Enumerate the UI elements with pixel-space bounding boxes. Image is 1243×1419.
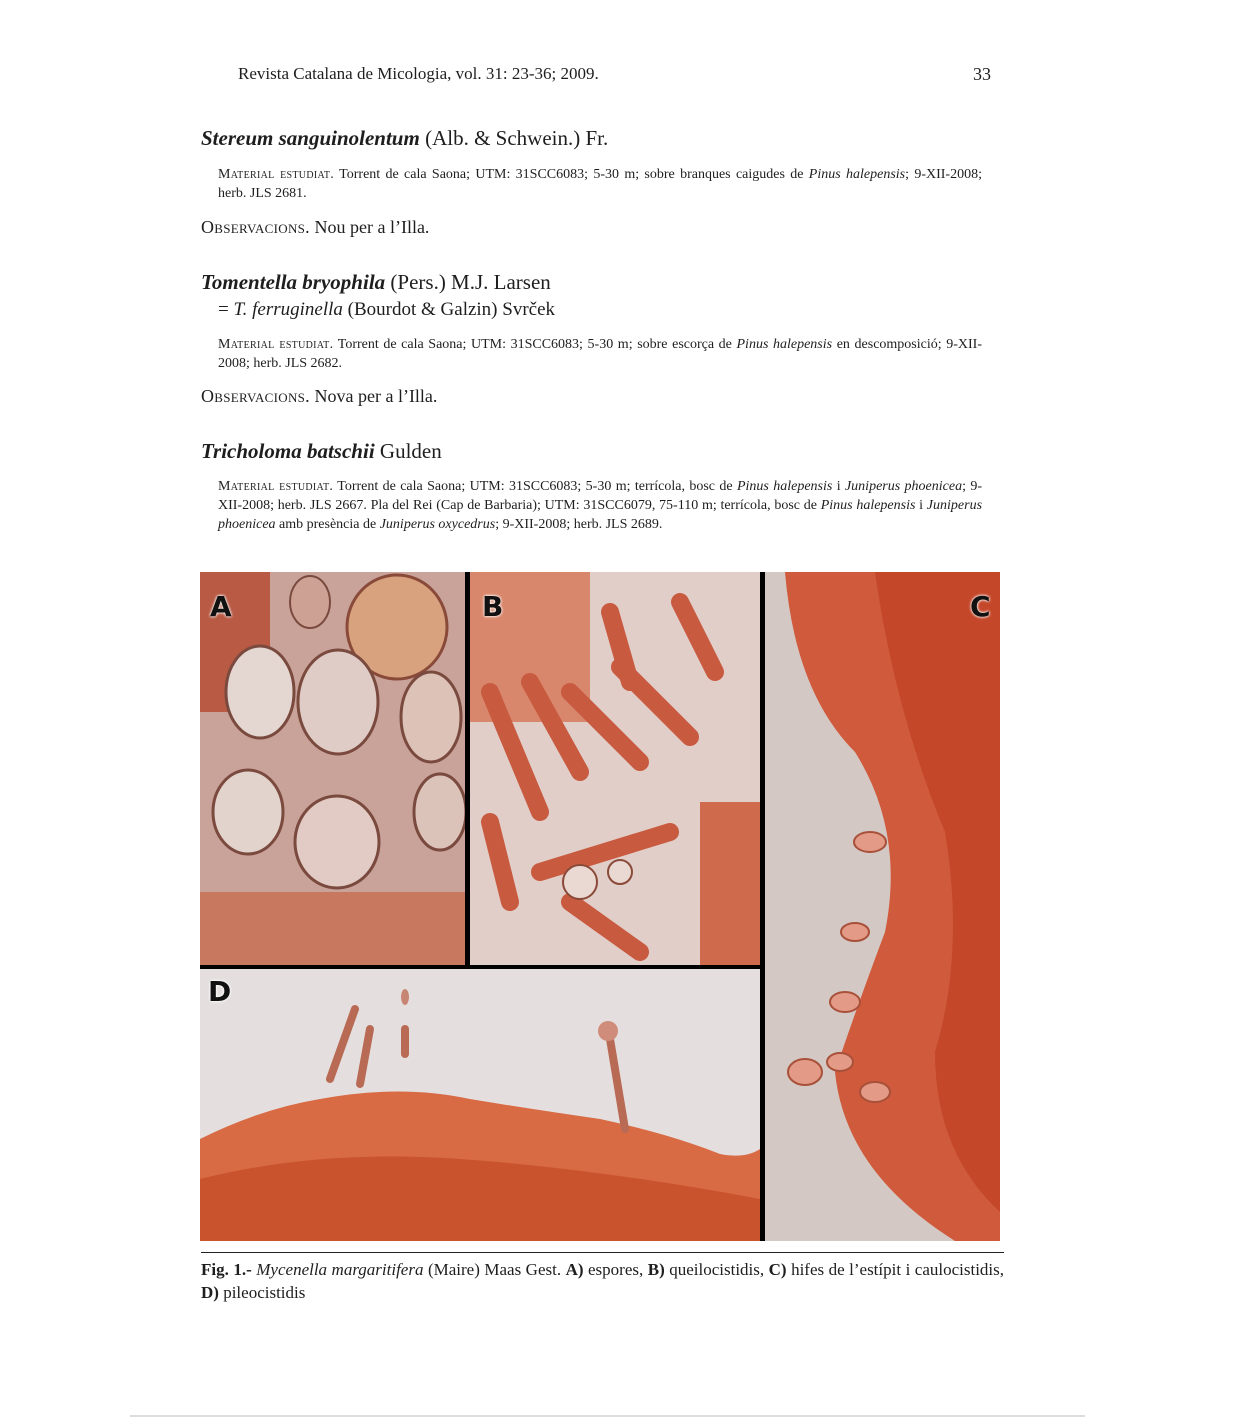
material-text: ; 9-XII-2008; herb. JLS 2689. bbox=[495, 517, 663, 532]
species-name: Tricholoma batschii bbox=[201, 439, 375, 463]
caption-species: Mycenella margaritifera bbox=[256, 1260, 424, 1279]
material-taxon: Juniperus phoenicea bbox=[218, 498, 983, 532]
observations-text: Nova per a l’Illa. bbox=[309, 386, 438, 406]
material-taxon: Pinus halepensis bbox=[820, 498, 916, 513]
observations-label: Observacions. bbox=[201, 217, 310, 237]
synonym-authority: (Bourdot & Galzin) Svrček bbox=[342, 299, 556, 320]
species-authority: Gulden bbox=[379, 439, 442, 463]
caption-divider bbox=[201, 1252, 1004, 1253]
synonym-name: T. ferruginella bbox=[233, 299, 343, 320]
panel-b-cheilocystidia bbox=[470, 572, 760, 965]
material-label: Material estudiat. bbox=[218, 479, 334, 494]
observations bbox=[201, 217, 429, 238]
material-taxon: Pinus halepensis bbox=[808, 167, 906, 182]
material-taxon: Pinus halepensis bbox=[736, 337, 833, 352]
panel-a-spores bbox=[200, 572, 465, 965]
observations-text: Nou per a l’Illa. bbox=[309, 217, 430, 237]
material-paragraph bbox=[218, 477, 982, 534]
scan-edge-line bbox=[130, 1415, 1085, 1417]
material-text: Torrent de cala Saona; UTM: 31SCC6083; 5-30 m; sobre branques caigudes de bbox=[334, 167, 809, 182]
caption-text: espores, bbox=[583, 1260, 648, 1279]
material-taxon: Juniperus phoenicea bbox=[844, 479, 963, 494]
material-text: i bbox=[832, 479, 845, 494]
caption-label: Fig. 1.- bbox=[201, 1260, 252, 1279]
panel-letter: C bbox=[970, 590, 991, 623]
stipe-hyphae-micrograph bbox=[765, 572, 1000, 1241]
panel-letter: D bbox=[208, 975, 232, 1008]
material-paragraph bbox=[218, 335, 982, 373]
pileocystidia-micrograph bbox=[200, 969, 760, 1241]
material-taxon: Juniperus oxycedrus bbox=[379, 517, 496, 532]
panel-d-pileocystidia bbox=[200, 969, 760, 1241]
caption-text: queilocistidis, bbox=[664, 1260, 769, 1279]
caption-text: pileocistidis bbox=[218, 1283, 306, 1302]
observations-label: Observacions. bbox=[201, 386, 310, 406]
material-text: Torrent de cala Saona; UTM: 31SCC6083; 5-30 m; terrícola, bosc de bbox=[333, 479, 737, 494]
material-text: ; 9-XII-2008; herb. JLS 2681. bbox=[218, 167, 982, 201]
material-text: en descomposició; 9-XII-2008; herb. JLS 2682. bbox=[218, 337, 982, 371]
material-text: amb presència de bbox=[275, 517, 380, 532]
panel-letter: B bbox=[482, 590, 504, 623]
species-heading bbox=[201, 126, 608, 151]
cheilocystidia-micrograph bbox=[470, 572, 760, 965]
material-text: ; 9-XII-2008; herb. JLS 2667. Pla del Rei (Cap de Barbaria); UTM: 31SCC6079, 75-110 m; terrícola, bosc de bbox=[218, 479, 983, 513]
panel-c-stipe-hyphae bbox=[765, 572, 1000, 1241]
material-label: Material estudiat. bbox=[218, 337, 334, 352]
caption-panel-label: B) bbox=[647, 1260, 665, 1279]
running-head: Revista Catalana de Micologia, vol. 31: 23-36; 2009. bbox=[238, 64, 599, 83]
caption-panel-label: C) bbox=[768, 1260, 787, 1279]
observations bbox=[201, 386, 437, 407]
synonym-line bbox=[218, 299, 555, 321]
figure-caption bbox=[201, 1258, 1004, 1304]
material-taxon: Pinus halepensis bbox=[736, 479, 833, 494]
caption-panel-label: D) bbox=[201, 1283, 219, 1302]
species-heading bbox=[201, 270, 551, 295]
material-paragraph bbox=[218, 165, 982, 203]
page-number: 33 bbox=[973, 64, 991, 84]
material-label: Material estudiat. bbox=[218, 167, 335, 182]
species-authority: (Pers.) M.J. Larsen bbox=[390, 270, 551, 294]
caption-panel-label: A) bbox=[565, 1260, 584, 1279]
species-name: Tomentella bryophila bbox=[201, 270, 386, 294]
spores-micrograph bbox=[200, 572, 465, 965]
synonym-prefix: = bbox=[218, 299, 234, 320]
material-text: i bbox=[915, 498, 927, 513]
species-heading bbox=[201, 439, 442, 464]
material-text: Torrent de cala Saona; UTM: 31SCC6083; 5-30 m; sobre escorça de bbox=[333, 337, 737, 352]
panel-letter: A bbox=[210, 590, 232, 623]
species-authority: (Alb. & Schwein.) Fr. bbox=[425, 126, 609, 150]
caption-authority: (Maire) Maas Gest. bbox=[423, 1260, 566, 1279]
species-name: Stereum sanguinolentum bbox=[201, 126, 420, 150]
caption-text: hifes de l’estípit i caulocistidis, bbox=[786, 1260, 1005, 1279]
figure-micrographs bbox=[200, 572, 1000, 1241]
